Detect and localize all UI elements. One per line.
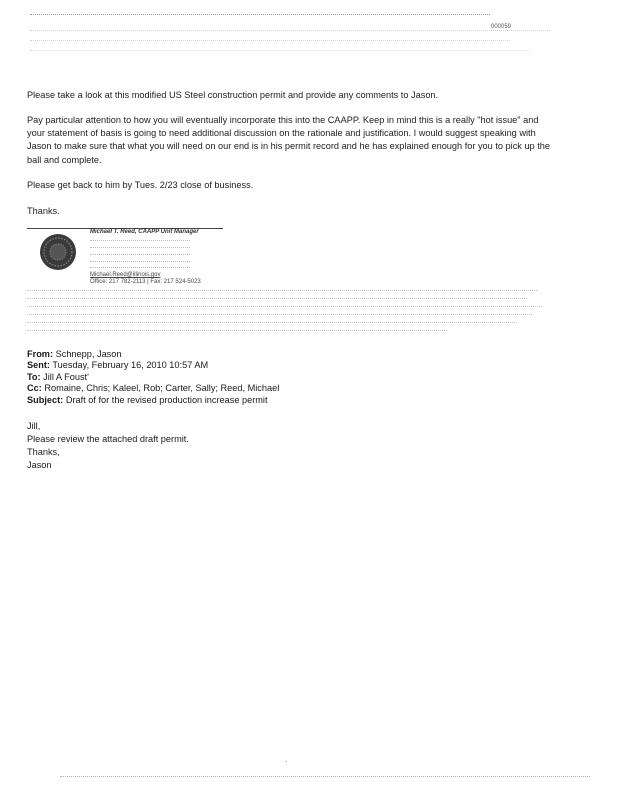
header-noise-line (30, 30, 550, 31)
message-line: Jason (27, 460, 52, 470)
disclaimer-noise-line (27, 330, 447, 331)
message-greeting: Jill, (27, 421, 41, 431)
disclaimer-noise-line (27, 298, 527, 299)
body-paragraph-1: Please take a look at this modified US Steel construction permit and provide any comments to Jason. (27, 90, 439, 100)
body-closing: Thanks. (27, 206, 60, 216)
footer-mark: ` (285, 760, 288, 769)
message-line: Thanks, (27, 447, 60, 457)
agency-seal-icon (38, 232, 78, 272)
disclaimer-noise-line (27, 290, 537, 291)
bates-stamp: 000059 (491, 24, 512, 30)
signature-block (27, 228, 223, 288)
header-noise-line (30, 14, 490, 15)
header-noise-line (30, 50, 530, 51)
cc-row: Cc: Romaine, Chris; Kaleel, Rob; Carter, Sally; Reed, Michael (27, 383, 280, 394)
subject-row: Subject: Draft of for the revised production increase permit (27, 394, 268, 405)
forward-message (27, 420, 189, 472)
signature-phone: Office: 217 782-2113 | Fax: 217 524-5023 (90, 279, 201, 285)
disclaimer-noise-line (27, 314, 532, 315)
sent-row: Sent: Tuesday, February 16, 2010 10:57 AM (27, 360, 209, 371)
to-row: To: Jill A Foust' (27, 371, 89, 382)
disclaimer-noise-line (27, 306, 542, 307)
signature-detail-line (90, 254, 190, 255)
header-noise-line (30, 40, 510, 41)
message-line: Please review the attached draft permit. (27, 434, 189, 444)
signature-detail-line (90, 240, 190, 241)
signature-name: Michael T. Reed, CAAPP Unit Manager (90, 229, 199, 235)
signature-email-link[interactable]: Michael.Reed@illinois.gov (90, 272, 161, 278)
body-paragraph-2: Pay particular attention to how you will eventually incorporate this into the CAAPP. Keep in mind this is a really "hot issue" and your statement of basis is going to need additional discussion on the rationale and justification. I would suggest speaking with Jason to make sure that what you will need on our end is in his permit record and he has explained enough for you to pick up the ball and complete. (27, 115, 550, 165)
forward-header (27, 349, 279, 406)
signature-detail-line (90, 247, 190, 248)
disclaimer-noise-line (27, 322, 517, 323)
body-paragraph-3: Please get back to him by Tues. 2/23 close of business. (27, 180, 254, 190)
signature-detail-line (90, 261, 190, 262)
from-row: From: Schnepp, Jason (27, 349, 122, 359)
signature-detail-line (90, 267, 190, 268)
footer-noise-line (60, 776, 590, 777)
